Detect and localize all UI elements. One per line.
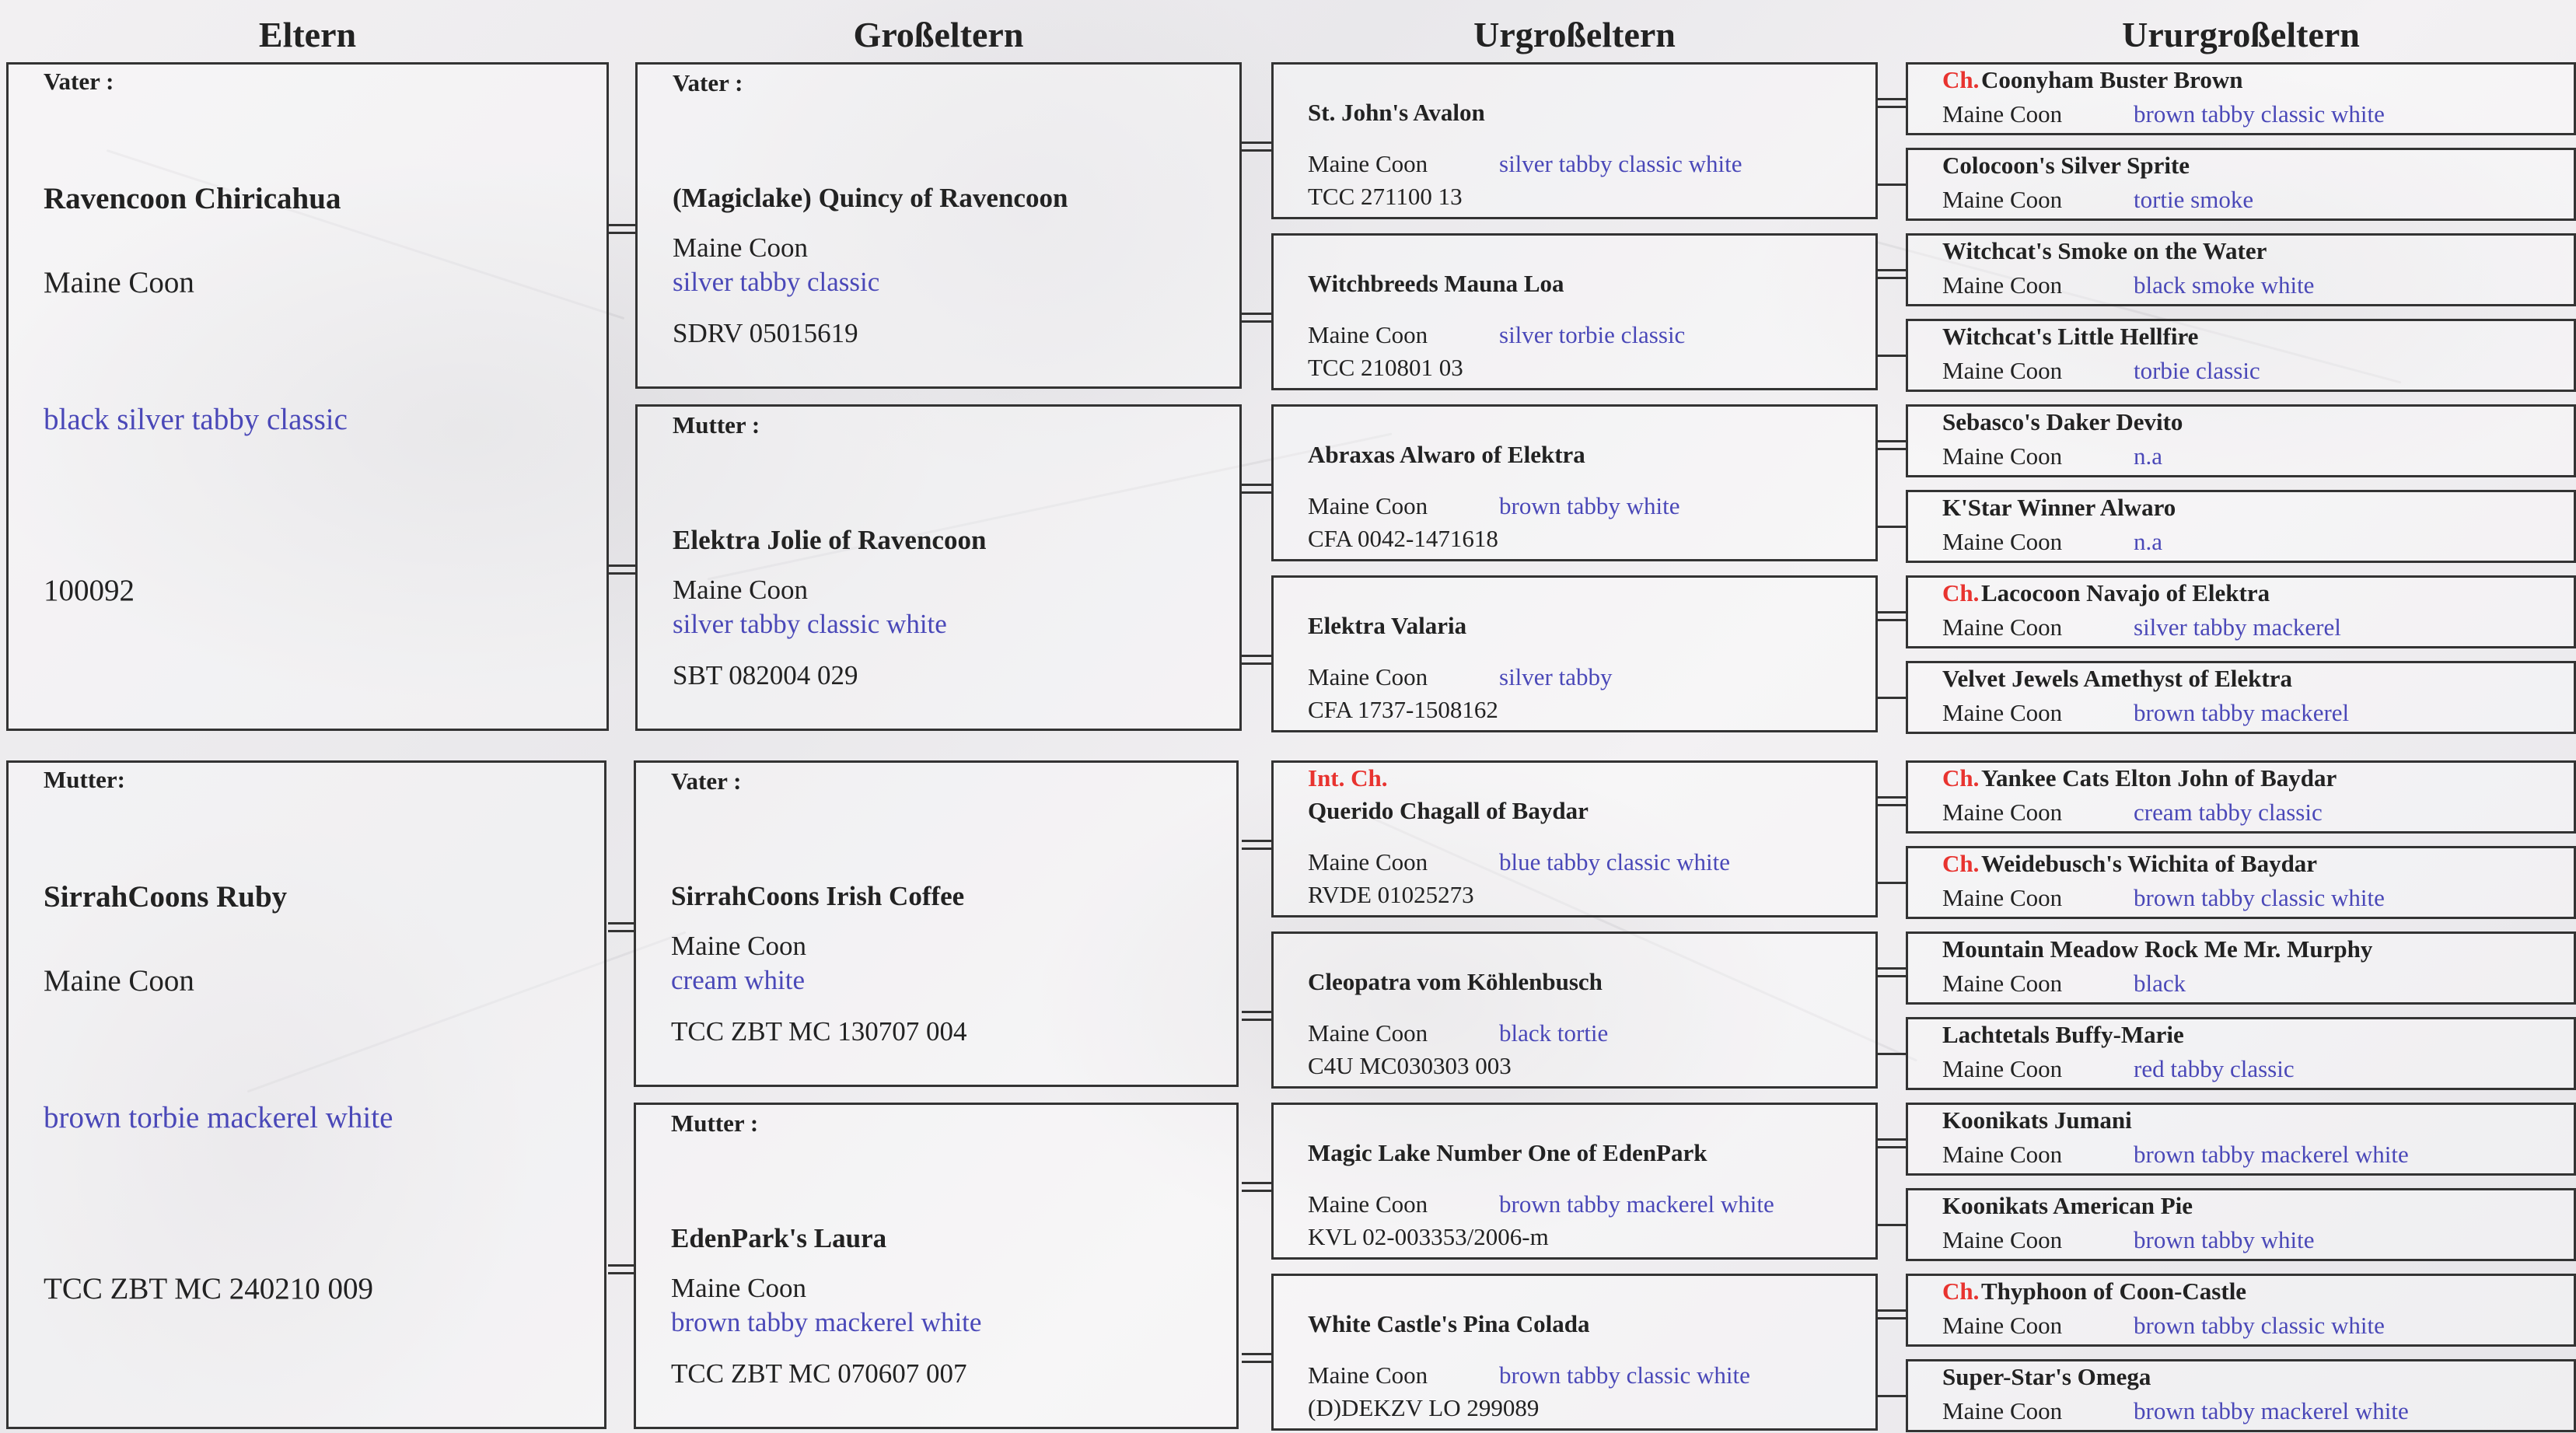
connector bbox=[1878, 526, 1906, 528]
connector bbox=[608, 564, 636, 567]
great-great-grandparent-color: red tabby classic bbox=[2134, 1055, 2295, 1082]
connector bbox=[608, 1272, 636, 1274]
great-great-grandparent-color: brown tabby classic white bbox=[2134, 1312, 2385, 1339]
connector bbox=[1242, 142, 1271, 144]
connector bbox=[1878, 1053, 1906, 1055]
great-great-grandparent-name: Velvet Jewels Amethyst of Elektra bbox=[1942, 665, 2292, 692]
great-great-grandparent-breed: Maine Coon bbox=[1942, 799, 2063, 826]
great-great-grandparent-box bbox=[1906, 404, 2576, 477]
connector bbox=[1878, 277, 1906, 279]
great-grandparent-registration: TCC 210801 03 bbox=[1308, 354, 1463, 381]
great-great-grandparent-name: Witchcat's Little Hellfire bbox=[1942, 323, 2199, 350]
connector bbox=[1878, 882, 1906, 884]
connector bbox=[1878, 106, 1906, 108]
great-great-grandparent-breed: Maine Coon bbox=[1942, 884, 2063, 911]
grandparent-box bbox=[634, 1103, 1239, 1429]
title-badge: Ch. bbox=[1942, 66, 1980, 93]
connector bbox=[1878, 1138, 1906, 1141]
parent-name: SirrahCoons Ruby bbox=[44, 880, 288, 914]
great-great-grandparent-box bbox=[1906, 1103, 2576, 1176]
great-great-grandparent-box bbox=[1906, 1274, 2576, 1347]
great-grandparent-breed: Maine Coon bbox=[1308, 1190, 1428, 1218]
grandparent-name: (Magiclake) Quincy of Ravencoon bbox=[673, 183, 1068, 213]
connector bbox=[608, 922, 636, 924]
heading-urgrosseltern: Urgroßeltern bbox=[1473, 15, 1676, 54]
great-great-grandparent-color: black smoke white bbox=[2134, 271, 2315, 299]
connector bbox=[608, 232, 636, 234]
great-grandparent-registration: C4U MC030303 003 bbox=[1308, 1052, 1512, 1079]
connector bbox=[1878, 448, 1906, 450]
great-great-grandparent-box bbox=[1906, 62, 2576, 135]
connector bbox=[1242, 1182, 1271, 1184]
great-great-grandparent-name: Coonyham Buster Brown bbox=[1981, 66, 2243, 93]
great-great-grandparent-breed: Maine Coon bbox=[1942, 186, 2063, 213]
great-grandparent-color: blue tabby classic white bbox=[1499, 848, 1730, 876]
connector bbox=[1242, 1011, 1271, 1013]
parent-label: Mutter: bbox=[44, 766, 125, 793]
grandparent-breed: Maine Coon bbox=[671, 931, 807, 961]
grandparent-registration: SBT 082004 029 bbox=[673, 660, 858, 690]
great-great-grandparent-color: brown tabby mackerel white bbox=[2134, 1397, 2409, 1424]
connector bbox=[1878, 1309, 1906, 1312]
connector bbox=[1878, 98, 1906, 100]
connector bbox=[1878, 1395, 1906, 1397]
connector bbox=[608, 572, 636, 575]
connector bbox=[1878, 1146, 1906, 1148]
great-great-grandparent-breed: Maine Coon bbox=[1942, 442, 2063, 470]
parent-box bbox=[6, 62, 609, 731]
great-great-grandparent-breed: Maine Coon bbox=[1942, 1055, 2063, 1082]
grandparent-breed: Maine Coon bbox=[671, 1273, 807, 1303]
great-grandparent-name: Abraxas Alwaro of Elektra bbox=[1308, 441, 1585, 468]
great-grandparent-box bbox=[1271, 1274, 1878, 1431]
connector bbox=[1242, 1353, 1271, 1355]
grandparent-label: Vater : bbox=[673, 69, 743, 96]
great-grandparent-registration: (D)DEKZV LO 299089 bbox=[1308, 1394, 1540, 1421]
parent-color: black silver tabby classic bbox=[44, 403, 348, 436]
great-great-grandparent-breed: Maine Coon bbox=[1942, 613, 2063, 641]
connector bbox=[1878, 619, 1906, 621]
great-great-grandparent-color: black bbox=[2134, 970, 2186, 997]
great-great-grandparent-color: tortie smoke bbox=[2134, 186, 2254, 213]
great-grandparent-color: black tortie bbox=[1499, 1019, 1609, 1047]
great-grandparent-box bbox=[1271, 62, 1878, 219]
heading-ururgrosseltern: Ururgroßeltern bbox=[2122, 15, 2360, 54]
connector bbox=[1878, 611, 1906, 613]
great-great-grandparent-color: n.a bbox=[2134, 442, 2163, 470]
great-grandparent-name: White Castle's Pina Colada bbox=[1308, 1310, 1590, 1337]
great-great-grandparent-box bbox=[1906, 931, 2576, 1005]
connector bbox=[1242, 149, 1271, 152]
parent-label: Vater : bbox=[44, 68, 114, 95]
connector bbox=[1242, 484, 1271, 486]
connector bbox=[1878, 796, 1906, 799]
great-great-grandparent-name: Witchcat's Smoke on the Water bbox=[1942, 237, 2267, 264]
grandparent-label: Mutter : bbox=[673, 411, 760, 439]
grandparent-registration: TCC ZBT MC 130707 004 bbox=[671, 1016, 967, 1047]
connector bbox=[1878, 355, 1906, 357]
great-grandparent-name: St. John's Avalon bbox=[1308, 99, 1485, 126]
great-great-grandparent-color: cream tabby classic bbox=[2134, 799, 2323, 826]
great-grandparent-breed: Maine Coon bbox=[1308, 663, 1428, 690]
parent-breed: Maine Coon bbox=[44, 964, 194, 998]
connector bbox=[1242, 1019, 1271, 1021]
great-great-grandparent-box bbox=[1906, 661, 2576, 734]
title-badge: Ch. bbox=[1942, 579, 1980, 606]
great-great-grandparent-box bbox=[1906, 575, 2576, 648]
great-great-grandparent-name: Koonikats Jumani bbox=[1942, 1106, 2132, 1134]
connector bbox=[1242, 313, 1271, 315]
great-great-grandparent-color: brown tabby classic white bbox=[2134, 100, 2385, 128]
great-grandparent-breed: Maine Coon bbox=[1308, 150, 1428, 177]
title-badge: Int. Ch. bbox=[1308, 764, 1388, 792]
great-grandparent-breed: Maine Coon bbox=[1308, 321, 1428, 348]
title-badge: Ch. bbox=[1942, 850, 1980, 877]
great-great-grandparent-box bbox=[1906, 1359, 2576, 1432]
great-grandparent-name: Magic Lake Number One of EdenPark bbox=[1308, 1139, 1707, 1166]
great-grandparent-color: silver torbie classic bbox=[1499, 321, 1686, 348]
grandparent-color: silver tabby classic bbox=[673, 267, 880, 297]
connector bbox=[1878, 967, 1906, 970]
title-badge: Ch. bbox=[1942, 1277, 1980, 1305]
great-great-grandparent-color: silver tabby mackerel bbox=[2134, 613, 2341, 641]
great-grandparent-box bbox=[1271, 575, 1878, 732]
great-great-grandparent-name: Colocoon's Silver Sprite bbox=[1942, 152, 2190, 179]
parent-name: Ravencoon Chiricahua bbox=[44, 182, 341, 215]
great-great-grandparent-name: K'Star Winner Alwaro bbox=[1942, 494, 2176, 521]
connector bbox=[608, 224, 636, 226]
great-great-grandparent-breed: Maine Coon bbox=[1942, 1226, 2063, 1253]
great-great-grandparent-box bbox=[1906, 148, 2576, 221]
parent-breed: Maine Coon bbox=[44, 266, 194, 299]
connector bbox=[1242, 840, 1271, 842]
connector bbox=[1878, 1317, 1906, 1319]
great-great-grandparent-box bbox=[1906, 1188, 2576, 1261]
great-great-grandparent-breed: Maine Coon bbox=[1942, 271, 2063, 299]
great-great-grandparent-color: n.a bbox=[2134, 528, 2163, 555]
connector bbox=[1242, 848, 1271, 850]
parent-registration: TCC ZBT MC 240210 009 bbox=[44, 1272, 373, 1305]
connector bbox=[608, 930, 636, 932]
grandparent-registration: SDRV 05015619 bbox=[673, 318, 858, 348]
great-grandparent-registration: KVL 02-003353/2006-m bbox=[1308, 1223, 1549, 1250]
great-grandparent-breed: Maine Coon bbox=[1308, 848, 1428, 876]
grandparent-breed: Maine Coon bbox=[673, 232, 809, 263]
great-great-grandparent-box bbox=[1906, 1017, 2576, 1090]
great-grandparent-registration: CFA 0042-1471618 bbox=[1308, 525, 1498, 552]
great-grandparent-registration: RVDE 01025273 bbox=[1308, 881, 1474, 908]
great-grandparent-registration: CFA 1737-1508162 bbox=[1308, 696, 1498, 723]
great-great-grandparent-color: torbie classic bbox=[2134, 357, 2260, 384]
parent-color: brown torbie mackerel white bbox=[44, 1101, 393, 1134]
grandparent-box bbox=[635, 404, 1242, 731]
great-great-grandparent-name: Yankee Cats Elton John of Baydar bbox=[1981, 764, 2337, 792]
grandparent-box bbox=[634, 760, 1239, 1087]
connector bbox=[608, 1264, 636, 1267]
great-great-grandparent-breed: Maine Coon bbox=[1942, 699, 2063, 726]
great-great-grandparent-breed: Maine Coon bbox=[1942, 357, 2063, 384]
great-great-grandparent-breed: Maine Coon bbox=[1942, 1312, 2063, 1339]
great-great-grandparent-box bbox=[1906, 760, 2576, 834]
great-grandparent-name: Witchbreeds Mauna Loa bbox=[1308, 270, 1564, 297]
grandparent-name: SirrahCoons Irish Coffee bbox=[671, 881, 965, 911]
connector bbox=[1242, 1361, 1271, 1363]
great-grandparent-breed: Maine Coon bbox=[1308, 1019, 1428, 1047]
title-badge: Ch. bbox=[1942, 764, 1980, 792]
grandparent-registration: TCC ZBT MC 070607 007 bbox=[671, 1358, 967, 1389]
great-great-grandparent-color: brown tabby mackerel white bbox=[2134, 1141, 2409, 1168]
great-great-grandparent-breed: Maine Coon bbox=[1942, 1141, 2063, 1168]
great-great-grandparent-name: Lacocoon Navajo of Elektra bbox=[1981, 579, 2270, 606]
connector bbox=[1242, 1190, 1271, 1192]
connector bbox=[1878, 1224, 1906, 1226]
great-great-grandparent-name: Weidebusch's Wichita of Baydar bbox=[1981, 850, 2318, 877]
great-grandparent-name: Cleopatra vom Köhlenbusch bbox=[1308, 968, 1603, 995]
great-great-grandparent-breed: Maine Coon bbox=[1942, 100, 2063, 128]
connector bbox=[1878, 440, 1906, 442]
heading-grosseltern: Großeltern bbox=[853, 15, 1024, 54]
great-great-grandparent-breed: Maine Coon bbox=[1942, 970, 2063, 997]
great-great-grandparent-name: Koonikats American Pie bbox=[1942, 1192, 2193, 1219]
great-great-grandparent-color: brown tabby mackerel bbox=[2134, 699, 2350, 726]
great-grandparent-color: silver tabby classic white bbox=[1499, 150, 1742, 177]
great-grandparent-box bbox=[1271, 233, 1878, 390]
great-grandparent-color: brown tabby white bbox=[1499, 492, 1680, 519]
grandparent-color: brown tabby mackerel white bbox=[671, 1307, 982, 1337]
connector bbox=[1242, 662, 1271, 665]
great-grandparent-box bbox=[1271, 404, 1878, 561]
connector bbox=[1878, 697, 1906, 699]
great-great-grandparent-name: Super-Star's Omega bbox=[1942, 1363, 2151, 1390]
great-grandparent-color: brown tabby classic white bbox=[1499, 1361, 1750, 1389]
great-grandparent-name: Querido Chagall of Baydar bbox=[1308, 797, 1589, 824]
great-grandparent-color: brown tabby mackerel white bbox=[1499, 1190, 1774, 1218]
grandparent-color: silver tabby classic white bbox=[673, 609, 947, 639]
connector bbox=[1242, 491, 1271, 494]
grandparent-name: EdenPark's Laura bbox=[671, 1223, 887, 1253]
grandparent-color: cream white bbox=[671, 965, 805, 995]
great-grandparent-breed: Maine Coon bbox=[1308, 492, 1428, 519]
connector bbox=[1242, 320, 1271, 323]
great-grandparent-box bbox=[1271, 1103, 1878, 1260]
connector bbox=[1242, 655, 1271, 657]
connector bbox=[1878, 975, 1906, 977]
great-great-grandparent-name: Mountain Meadow Rock Me Mr. Murphy bbox=[1942, 935, 2373, 963]
great-great-grandparent-box bbox=[1906, 233, 2576, 306]
heading-eltern: Eltern bbox=[258, 15, 357, 54]
great-great-grandparent-color: brown tabby classic white bbox=[2134, 884, 2385, 911]
grandparent-label: Mutter : bbox=[671, 1110, 759, 1137]
parent-registration: 100092 bbox=[44, 574, 135, 607]
parent-box bbox=[6, 760, 606, 1429]
great-grandparent-box bbox=[1271, 931, 1878, 1089]
great-great-grandparent-box bbox=[1906, 846, 2576, 919]
great-great-grandparent-box bbox=[1906, 490, 2576, 563]
great-great-grandparent-name: Lachtetals Buffy-Marie bbox=[1942, 1021, 2184, 1048]
connector bbox=[1878, 269, 1906, 271]
grandparent-name: Elektra Jolie of Ravencoon bbox=[673, 525, 987, 555]
great-grandparent-name: Elektra Valaria bbox=[1308, 612, 1467, 639]
great-grandparent-registration: TCC 271100 13 bbox=[1308, 183, 1463, 210]
grandparent-breed: Maine Coon bbox=[673, 575, 809, 605]
grandparent-label: Vater : bbox=[671, 767, 742, 795]
connector bbox=[1878, 804, 1906, 806]
great-grandparent-box bbox=[1271, 760, 1878, 917]
great-great-grandparent-color: brown tabby white bbox=[2134, 1226, 2315, 1253]
grandparent-box bbox=[635, 62, 1242, 389]
great-great-grandparent-box bbox=[1906, 319, 2576, 392]
great-grandparent-color: silver tabby bbox=[1499, 663, 1613, 690]
great-great-grandparent-breed: Maine Coon bbox=[1942, 528, 2063, 555]
great-great-grandparent-name: Sebasco's Daker Devito bbox=[1942, 408, 2183, 435]
connector bbox=[1878, 183, 1906, 186]
great-great-grandparent-name: Thyphoon of Coon-Castle bbox=[1981, 1277, 2247, 1305]
great-grandparent-breed: Maine Coon bbox=[1308, 1361, 1428, 1389]
great-great-grandparent-breed: Maine Coon bbox=[1942, 1397, 2063, 1424]
